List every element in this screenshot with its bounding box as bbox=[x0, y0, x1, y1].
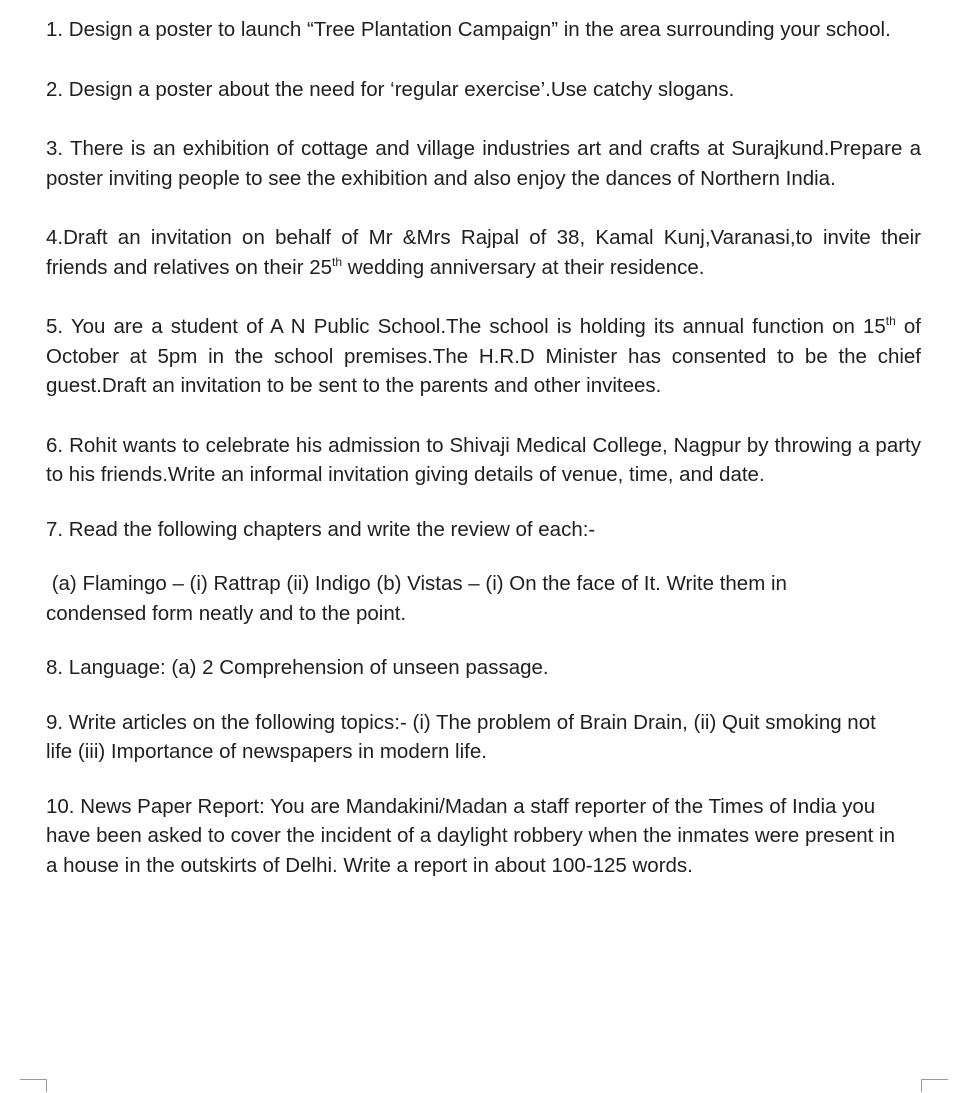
question-4 bbox=[46, 223, 921, 282]
question-4-text-end: wedding anniversary at their residence. bbox=[342, 255, 705, 279]
question-5 bbox=[46, 312, 921, 401]
question-9: 9. Write articles on the following topics:- (i) The problem of Brain Drain, (ii) Quit smoking not life (iii) Importance of newspapers in modern life. bbox=[46, 710, 876, 763]
question-5-superscript: th bbox=[885, 314, 896, 328]
question-7-parts: (a) Flamingo – (i) Rattrap (ii) Indigo (b) Vistas – (i) On the face of It. Write them in condensed form neatly and to the point. bbox=[46, 572, 793, 625]
question-8: 8. Language: (a) 2 Comprehension of unseen passage. bbox=[46, 656, 549, 679]
question-10: 10. News Paper Report: You are Mandakini/Madan a staff reporter of the Times of India you have been asked to cover the incident of a daylight robbery when the inmates were present in a house in the outskirts of Delhi. Write a report in about 100-125 words. bbox=[46, 794, 895, 877]
document-body bbox=[46, 15, 921, 880]
question-6: 6. Rohit wants to celebrate his admission to Shivaji Medical College, Nagpur by throwing a party to his friends.Write an informal invitation giving details of venue, time, and date. bbox=[46, 433, 921, 486]
page-corner-marker-left bbox=[20, 1079, 47, 1092]
question-4-superscript: th bbox=[332, 254, 343, 269]
question-3: 3. There is an exhibition of cottage and village industries art and crafts at Surajkund.Prepare a poster inviting people to see the exhibition and also enjoy the dances of Northern India. bbox=[46, 137, 921, 190]
question-5-text: 5. You are a student of A N Public School.The school is holding its annual function on 15 bbox=[46, 315, 886, 338]
question-2: 2. Design a poster about the need for ‘regular exercise’.Use catchy slogans. bbox=[46, 77, 735, 101]
page-corner-marker-right bbox=[921, 1079, 948, 1092]
question-1: 1. Design a poster to launch “Tree Plantation Campaign” in the area surrounding your school. bbox=[46, 18, 891, 41]
question-7: 7. Read the following chapters and write the review of each:- bbox=[46, 517, 596, 541]
question-4-text: 4.Draft an invitation on behalf of Mr &Mrs Rajpal of 38, Kamal Kunj,Varanasi,to invite their friends and relatives on their 25 bbox=[46, 226, 921, 279]
question-5-text-end: of October at 5pm in the school premises.The H.R.D Minister has consented to be the chief guest.Draft an invitation to be sent to the parents and other invitees. bbox=[46, 315, 921, 397]
